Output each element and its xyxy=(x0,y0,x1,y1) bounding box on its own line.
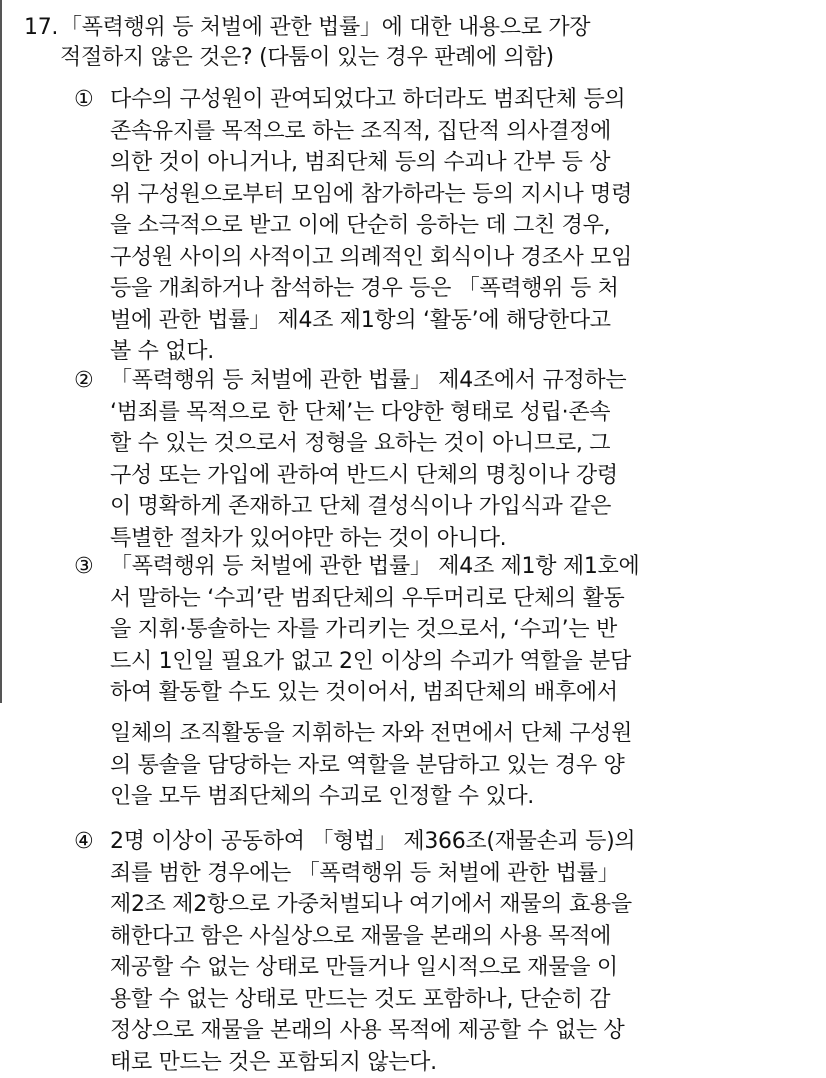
column-divider-line xyxy=(0,0,2,703)
question-stem xyxy=(24,13,814,73)
option-line: 2명 이상이 공동하여 「형법」 제366조(재물손괴 등)의 xyxy=(110,826,814,858)
option-text xyxy=(74,826,814,1078)
option-line: 정상으로 재물을 본래의 사용 목적에 제공할 수 없는 상 xyxy=(110,1015,814,1047)
option-text xyxy=(74,365,814,554)
option-line: 제공할 수 없는 상태로 만들거나 일시적으로 재물을 이 xyxy=(110,952,814,984)
option-line: 하여 활동할 수도 있는 것이어서, 범죄단체의 배후에서 xyxy=(110,677,814,709)
option-line: 의 통솔을 담당하는 자로 역할을 분담하고 있는 경우 양 xyxy=(110,750,814,782)
option-line: 다수의 구성원이 관여되었다고 하더라도 범죄단체 등의 xyxy=(110,84,814,116)
question-text xyxy=(24,13,814,73)
option-marker: ② xyxy=(74,365,102,397)
option-line: 을 소극적으로 받고 이에 단순히 응하는 데 그친 경우, xyxy=(110,210,814,242)
question-line: 「폭력행위 등 처벌에 관한 법률」에 대한 내용으로 가장 xyxy=(60,13,814,43)
option-text xyxy=(74,718,814,813)
option-line: 태로 만드는 것은 포함되지 않는다. xyxy=(110,1047,814,1078)
option-line: 등을 개최하거나 참석하는 경우 등은 「폭력행위 등 처 xyxy=(110,273,814,305)
option-line: 존속유지를 목적으로 하는 조직적, 집단적 의사결정에 xyxy=(110,116,814,148)
option-line: 구성원 사이의 사적이고 의례적인 회식이나 경조사 모임 xyxy=(110,242,814,274)
option-line: 드시 1인일 필요가 없고 2인 이상의 수괴가 역할을 분담 xyxy=(110,646,814,678)
option-line: 특별한 절차가 있어야만 하는 것이 아니다. xyxy=(110,523,814,555)
option-line: 할 수 있는 것으로서 정형을 요하는 것이 아니므로, 그 xyxy=(110,428,814,460)
option-line: 서 말하는 ‘수괴’란 범죄단체의 우두머리로 단체의 활동 xyxy=(110,583,814,615)
option-marker: ③ xyxy=(74,551,102,583)
option-line: 구성 또는 가입에 관하여 반드시 단체의 명칭이나 강령 xyxy=(110,460,814,492)
option-line: 의한 것이 아니거나, 범죄단체 등의 수괴나 간부 등 상 xyxy=(110,147,814,179)
option-line: 인을 모두 범죄단체의 수괴로 인정할 수 있다. xyxy=(110,781,814,813)
option-line: 벌에 관한 법률」 제4조 제1항의 ‘활동’에 해당한다고 xyxy=(110,305,814,337)
option-line: 「폭력행위 등 처벌에 관한 법률」 제4조에서 규정하는 xyxy=(110,365,814,397)
option-line: 볼 수 없다. xyxy=(110,336,814,368)
option-text xyxy=(74,84,814,368)
option-2 xyxy=(74,365,814,554)
option-line: 죄를 범한 경우에는 「폭력행위 등 처벌에 관한 법률」 xyxy=(110,858,814,890)
option-line: 이 명확하게 존재하고 단체 결성식이나 가입식과 같은 xyxy=(110,491,814,523)
option-line: 용할 수 없는 상태로 만드는 것도 포함하나, 단순히 감 xyxy=(110,984,814,1016)
option-line: 제2조 제2항으로 가중처벌되나 여기에서 재물의 효용을 xyxy=(110,889,814,921)
option-1 xyxy=(74,84,814,368)
option-line: 「폭력행위 등 처벌에 관한 법률」 제4조 제1항 제1호에 xyxy=(110,551,814,583)
option-4 xyxy=(74,826,814,1078)
question-number: 17. xyxy=(24,13,58,43)
option-line: 위 구성원으로부터 모임에 참가하라는 등의 지시나 명령 xyxy=(110,179,814,211)
option-marker: ④ xyxy=(74,826,102,858)
option-line: 일체의 조직활동을 지휘하는 자와 전면에서 단체 구성원 xyxy=(110,718,814,750)
option-marker: ① xyxy=(74,84,102,116)
option-line: 해한다고 함은 사실상으로 재물을 본래의 사용 목적에 xyxy=(110,921,814,953)
option-3 xyxy=(74,551,814,709)
option-text xyxy=(74,551,814,709)
option-line: 을 지휘·통솔하는 자를 가리키는 것으로서, ‘수괴’는 반 xyxy=(110,614,814,646)
question-line: 적절하지 않은 것은? (다툼이 있는 경우 판례에 의함) xyxy=(60,43,814,73)
option-line: ‘범죄를 목적으로 한 단체’는 다양한 형태로 성립·존속 xyxy=(110,397,814,429)
option-3-continued xyxy=(74,718,814,813)
